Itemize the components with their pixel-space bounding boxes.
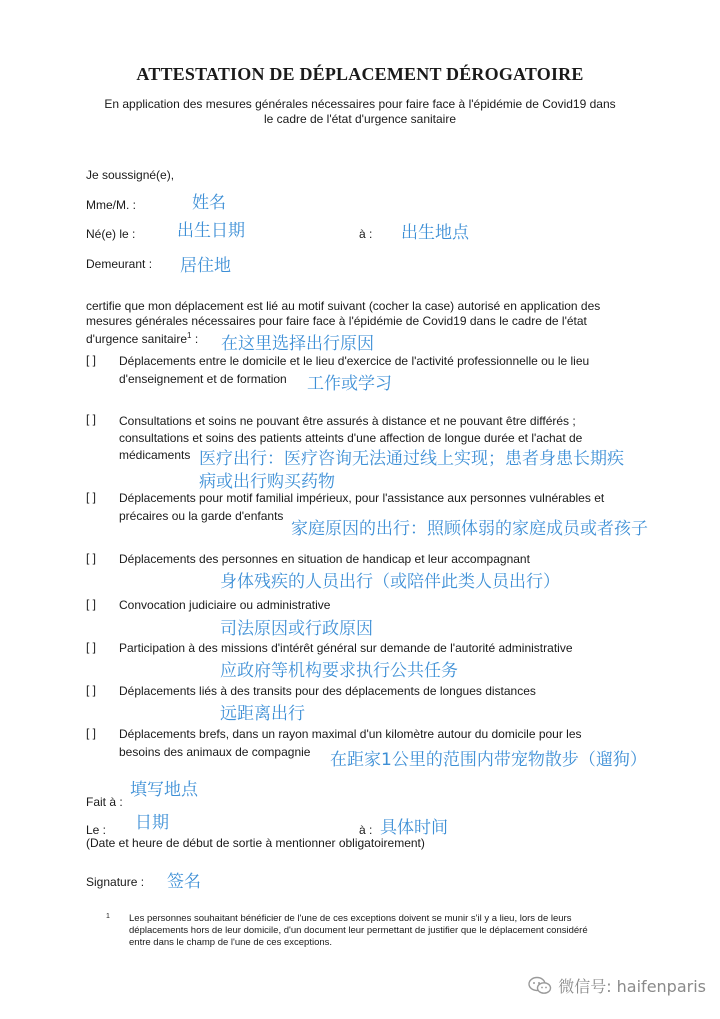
subtitle-line-1: En application des mesures générales nécessaires pour faire face à l'épidémie de Covid19 dans [104,97,616,111]
reason-transit-line-1: Déplacements liés à des transits pour des déplacements de longues distances [119,684,536,698]
checkbox-family[interactable]: [ ] [86,490,97,504]
reason-handicap-annotation: 身体残疾的人员出行（或陪伴此类人员出行） [220,572,560,592]
certify-line-1: certifie que mon déplacement est lié au motif suivant (cocher la case) autorisé en application des [86,299,601,313]
wechat-icon [528,976,552,996]
reason-work-line-2: d'enseignement et de formation [119,372,287,386]
footnote-line-1: Les personnes souhaitant bénéficier de l'une de ces exceptions doivent se munir s'il y a lieu, lors de leurs [129,913,572,924]
birthplace-label: à : [359,227,373,241]
reason-public-mission-line-1: Participation à des missions d'intérêt général sur demande de l'autorité administrative [119,641,573,655]
address-annotation: 居住地 [180,256,231,276]
reason-family-line-1: Déplacements pour motif familial impérieux, pour l'assistance aux personnes vulnérables et [119,491,605,505]
certify-line-2: mesures générales nécessaires pour faire face à l'épidémie de Covid19 dans le cadre de l'état [86,314,587,328]
reason-judicial-line-1: Convocation judiciaire ou administrative [119,598,331,612]
signature-annotation: 签名 [167,872,201,892]
footnote-mark: 1 [106,913,110,920]
birthplace-annotation: 出生地点 [401,223,469,243]
reason-medical-line-3: médicaments [119,448,191,462]
checkbox-handicap[interactable]: [ ] [86,551,97,565]
reason-public-mission-annotation: 应政府等机构要求执行公共任务 [220,661,458,681]
time-label: à : [359,823,373,837]
checkbox-pets[interactable]: [ ] [86,726,97,740]
time-annotation: 具体时间 [380,818,448,838]
reason-work-annotation: 工作或学习 [307,374,392,394]
reason-work-line-1: Déplacements entre le domicile et le lieu d'exercice de l'activité professionnelle ou le lieu [119,354,590,368]
wechat-watermark [528,974,706,997]
document-title: ATTESTATION DE DÉPLACEMENT DÉROGATOIRE [136,64,584,84]
name-label: Mme/M. : [86,198,136,212]
reason-medical-line-1: Consultations et soins ne pouvant être assurés à distance et ne pouvant être différés ; [119,414,576,428]
checkbox-transit[interactable]: [ ] [86,683,97,697]
reason-judicial-annotation: 司法原因或行政原因 [220,619,373,639]
checkbox-judicial[interactable]: [ ] [86,597,97,611]
reason-medical-annotation-2: 病或出行购买药物 [199,472,335,492]
signature-label: Signature : [86,875,145,889]
reason-hint-annotation: 在这里选择出行原因 [221,334,374,354]
place-annotation: 填写地点 [130,780,198,800]
reason-transit-annotation: 远距离出行 [220,704,305,724]
checkbox-public-mission[interactable]: [ ] [86,640,97,654]
reason-family-line-2: précaires ou la garde d'enfants [119,509,284,523]
date-hint: (Date et heure de début de sortie à mentionner obligatoirement) [86,836,425,850]
name-annotation: 姓名 [192,193,226,213]
certify-line-3: d'urgence sanitaire$^1$ : [86,331,199,346]
intro-text: Je soussigné(e), [86,168,175,182]
reason-medical-annotation: 医疗出行：医疗咨询无法通过线上实现；患者身患长期疾 [199,449,624,469]
reason-medical-line-2: consultations et soins des patients atteints d'une affection de longue durée et l'achat de [119,431,583,445]
checkbox-medical[interactable]: [ ] [86,412,97,426]
checkbox-work[interactable]: [ ] [86,353,97,367]
reason-pets-line-1: Déplacements brefs, dans un rayon maximal d'un kilomètre autour du domicile pour les [119,727,582,741]
footnote-line-2: déplacements hors de leur domicile, d'un document leur permettant de justifier que le déplacement considéré [129,925,588,936]
date-label: Le : [86,823,107,837]
subtitle-line-2: le cadre de l'état d'urgence sanitaire [263,112,457,126]
reason-pets-annotation: 在距家1公里的范围内带宠物散步（遛狗） [330,750,647,770]
reason-handicap-line-1: Déplacements des personnes en situation de handicap et leur accompagnant [119,552,530,566]
footnote-line-3: entre dans le champ de l'une de ces exceptions. [129,937,333,948]
reason-family-annotation: 家庭原因的出行：照顾体弱的家庭成员或者孩子 [291,519,648,539]
place-label: Fait à : [86,795,123,809]
watermark-text: 微信号: haifenparis [558,977,706,996]
birthdate-label: Né(e) le : [86,227,136,241]
date-annotation: 日期 [135,813,169,833]
birthdate-annotation: 出生日期 [177,221,245,241]
address-label: Demeurant : [86,257,153,271]
reason-pets-line-2: besoins des animaux de compagnie [119,745,311,759]
